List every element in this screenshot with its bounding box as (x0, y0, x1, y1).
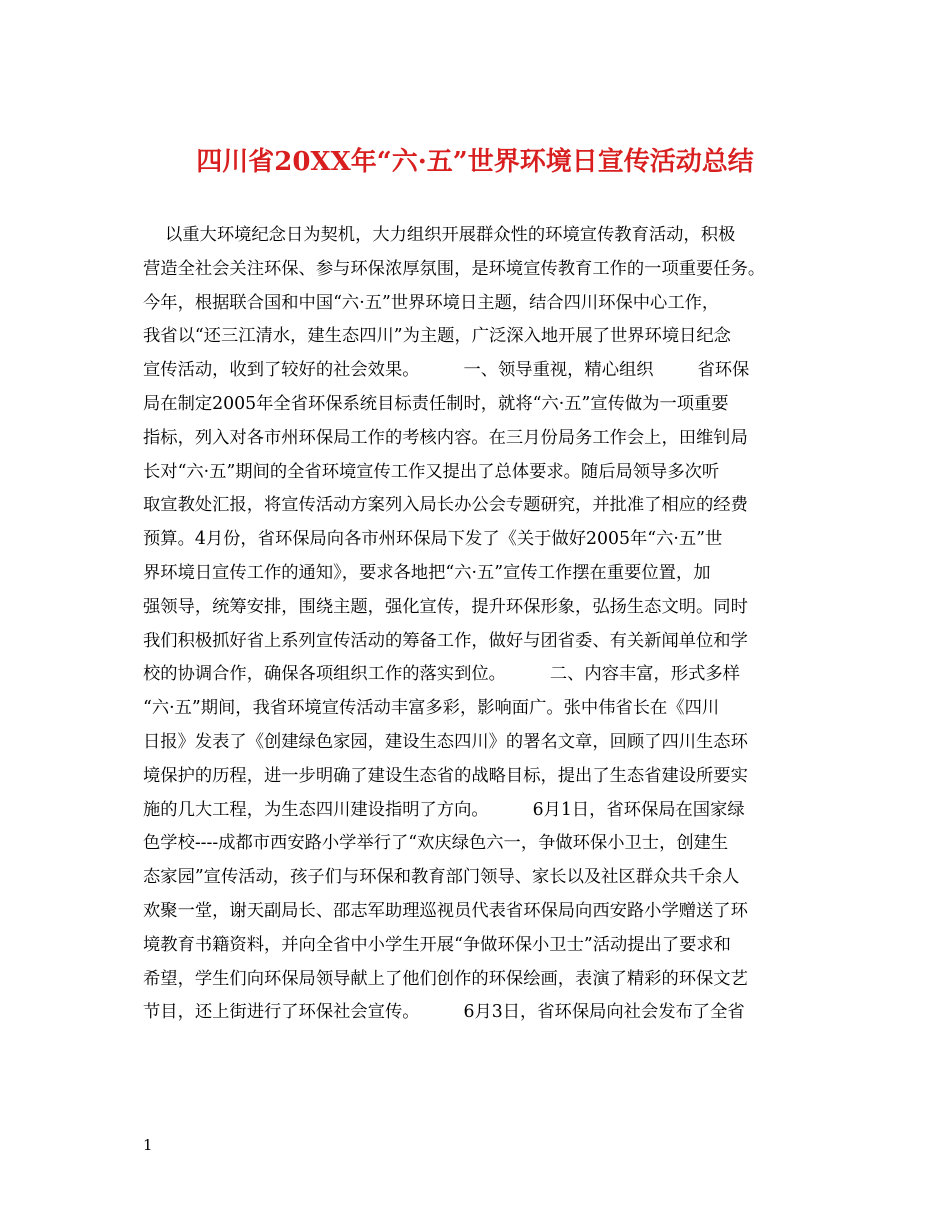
document-title: 四川省20XX年“六·五”世界环境日宣传活动总结 (196, 147, 754, 177)
text-line: 我省以“还三江清水，建生态四川”为主题，广泛深入地开展了世界环境日纪念 (143, 326, 731, 347)
text-line: 强领导，统筹安排，围绕主题，强化宣传，提升环保形象，弘扬生态文明。同时 (143, 596, 748, 617)
text-line: 节目，还上街进行了环保社会宣传。 6月3日，省环保局向社会发布了全省 (143, 1002, 745, 1023)
text-line: 校的协调合作，确保各项组织工作的落实到位。 二、内容丰富，形式多样 (143, 664, 740, 685)
text-line: 今年，根据联合国和中国“六·五”世界环境日主题，结合四川环保中心工作， (143, 292, 720, 313)
text-line: 取宣教处汇报，将宣传活动方案列入局长办公会专题研究，并批准了相应的经费 (143, 495, 748, 516)
text-line: 预算。4月份，省环保局向各市州环保局下发了《关于做好2005年“六·五”世 (143, 529, 723, 550)
text-line: 境保护的历程，进一步明确了建设生态省的战略目标，提出了生态省建设所要实 (143, 765, 748, 786)
text-line: 长对“六·五”期间的全省环境宣传工作又提出了总体要求。随后局领导多次听 (143, 461, 720, 482)
text-line: 以重大环境纪念日为契机，大力组织开展群众性的环境宣传教育活动，积极 (143, 225, 736, 245)
text-line: 指标，列入对各市州环保局工作的考核内容。在三月份局务工作会上，田维钊局 (143, 427, 748, 448)
text-line: 日报》发表了《创建绿色家园，建设生态四川》的署名文章，回顾了四川生态环 (143, 731, 748, 752)
text-line: “六·五”期间，我省环境宣传活动丰富多彩，影响面广。张中伟省长在《四川 (143, 698, 720, 719)
text-line: 营造全社会关注环保、参与环保浓厚氛围，是环境宣传教育工作的一项重要任务。 (143, 258, 766, 279)
text-line: 界环境日宣传工作的通知》，要求各地把“六·五”宣传工作摆在重要位置，加 (143, 562, 711, 583)
text-line: 色学校----成都市西安路小学举行了“欢庆绿色六一，争做环保小卫士，创建生 (143, 833, 729, 854)
body-text (143, 219, 808, 1030)
text-line: 希望，学生们向环保局领导献上了他们创作的环保绘画，表演了精彩的环保文艺 (143, 968, 748, 989)
text-line: 境教育书籍资料，并向全省中小学生开展“争做环保小卫士”活动提出了要求和 (143, 934, 731, 955)
text-line: 态家园”宣传活动，孩子们与环保和教育部门领导、家长以及社区群众共千余人 (143, 867, 740, 888)
text-line: 欢聚一堂，谢天副局长、邵志军助理巡视员代表省环保局向西安路小学赠送了环 (143, 900, 748, 921)
text-line: 施的几大工程，为生态四川建设指明了方向。 6月1日，省环保局在国家绿 (143, 799, 745, 820)
text-line: 局在制定2005年全省环保系统目标责任制时，就将“六·五”宣传做为一项重要 (143, 393, 729, 414)
text-line: 我们积极抓好省上系列宣传活动的筹备工作，做好与团省委、有关新闻单位和学 (143, 630, 748, 651)
text-line: 宣传活动，收到了较好的社会效果。 一、领导重视，精心组织 省环保 (143, 360, 750, 381)
page-number: 1 (143, 1136, 153, 1154)
